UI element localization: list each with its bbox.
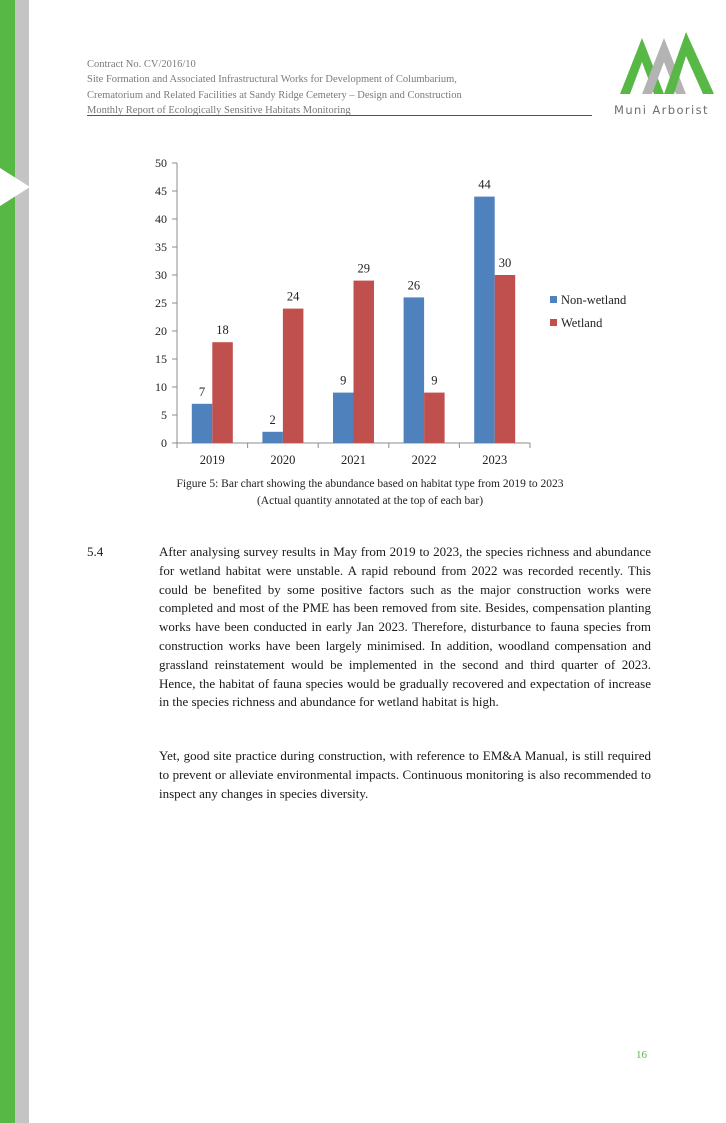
y-tick-label: 45 [155,184,167,198]
bar-value-label: 44 [478,177,491,192]
bar-series [192,197,515,443]
header-rule [87,115,592,116]
bar-wetland-2021 [354,281,375,443]
caption-line-1: Figure 5: Bar chart showing the abundance based on habitat type from 2019 to 2023 [176,478,564,490]
y-tick-label: 50 [155,156,167,170]
y-axis [155,156,177,450]
bar-value-label: 7 [198,384,206,399]
y-tick-label: 35 [155,240,167,254]
x-tick-label: 2021 [341,453,366,467]
sidebar-notch [0,168,30,206]
bar-value-label: 2 [269,412,276,427]
bar-non-wetland-2022 [404,297,425,443]
figure-caption [120,476,620,510]
bar-non-wetland-2023 [474,197,495,443]
legend-swatch [550,319,557,326]
section-paragraph-1: After analysing survey results in May from 2019 to 2023, the species richness and abundance for wetland habitat were unstable. A rapid rebound from 2022 was recorded recently. This could be benefited by some positive factors such as the major construction works were completed and most of the PME has been removed from site. Besides, compensation planting works have been conducted in early Jan 2023. Therefore, disturbance to fauna species from construction works have been largely minimised. In addition, woodland compensation and grassland reinstatement would be implemented in the second and third quarter of 2023. Hence, the habitat of fauna species would be gradually recovered and expectation of increase in the species richness and abundance for wetland habitat is high. [159,544,651,710]
header-project-line-2: Crematorium and Related Facilities at Sandy Ridge Cemetery – Design and Construction [87,89,462,101]
section-number: 5.4 [87,544,104,559]
y-tick-label: 25 [155,296,167,310]
header-project-line-1: Site Formation and Associated Infrastructural Works for Development of Columbarium, [87,74,457,86]
bar-non-wetland-2019 [192,404,213,443]
y-tick-label: 5 [161,408,167,422]
legend-label: Non-wetland [561,293,627,307]
bar-wetland-2022 [424,393,445,443]
bar-wetland-2020 [283,309,304,443]
abundance-bar-chart [140,150,660,475]
x-axis [177,443,530,467]
x-tick-label: 2022 [411,453,437,467]
x-tick-label: 2019 [199,453,225,467]
y-tick-label: 15 [155,352,167,366]
bar-wetland-2019 [212,342,233,443]
bar-non-wetland-2020 [262,432,283,443]
page-number: 16 [636,1049,647,1061]
logo-text: Muni Arborist [614,103,709,117]
y-tick-label: 10 [155,380,167,394]
header-contract-number: Contract No. CV/2016/10 [87,59,196,70]
bar-value-label: 26 [407,278,421,293]
bar-wetland-2023 [495,275,516,443]
bar-value-label: 9 [340,373,347,388]
bar-non-wetland-2021 [333,393,354,443]
x-tick-label: 2023 [482,453,508,467]
bar-value-label: 24 [286,289,300,304]
bar-value-label: 30 [498,256,512,270]
legend-swatch [550,296,557,303]
chart-legend [550,293,627,330]
header-report-title: Monthly Report of Ecologically Sensitive Habitats Monitoring [87,104,351,116]
caption-line-2: (Actual quantity annotated at the top of each bar) [256,495,484,507]
y-tick-label: 20 [155,324,167,338]
legend-label: Wetland [561,316,603,330]
y-tick-label: 30 [155,268,167,282]
x-tick-label: 2020 [270,453,296,467]
bar-value-label: 18 [216,323,229,338]
document-header [87,57,592,118]
y-tick-label: 0 [161,436,167,450]
bar-value-label: 29 [357,261,370,276]
y-tick-label: 40 [155,212,167,226]
bar-value-label: 9 [431,373,438,388]
section-paragraph-2: Yet, good site practice during construction, with reference to EM&A Manual, is still required to prevent or alleviate environmental impacts. Continuous monitoring is also recommended to inspect any changes in species diversity. [159,748,651,801]
